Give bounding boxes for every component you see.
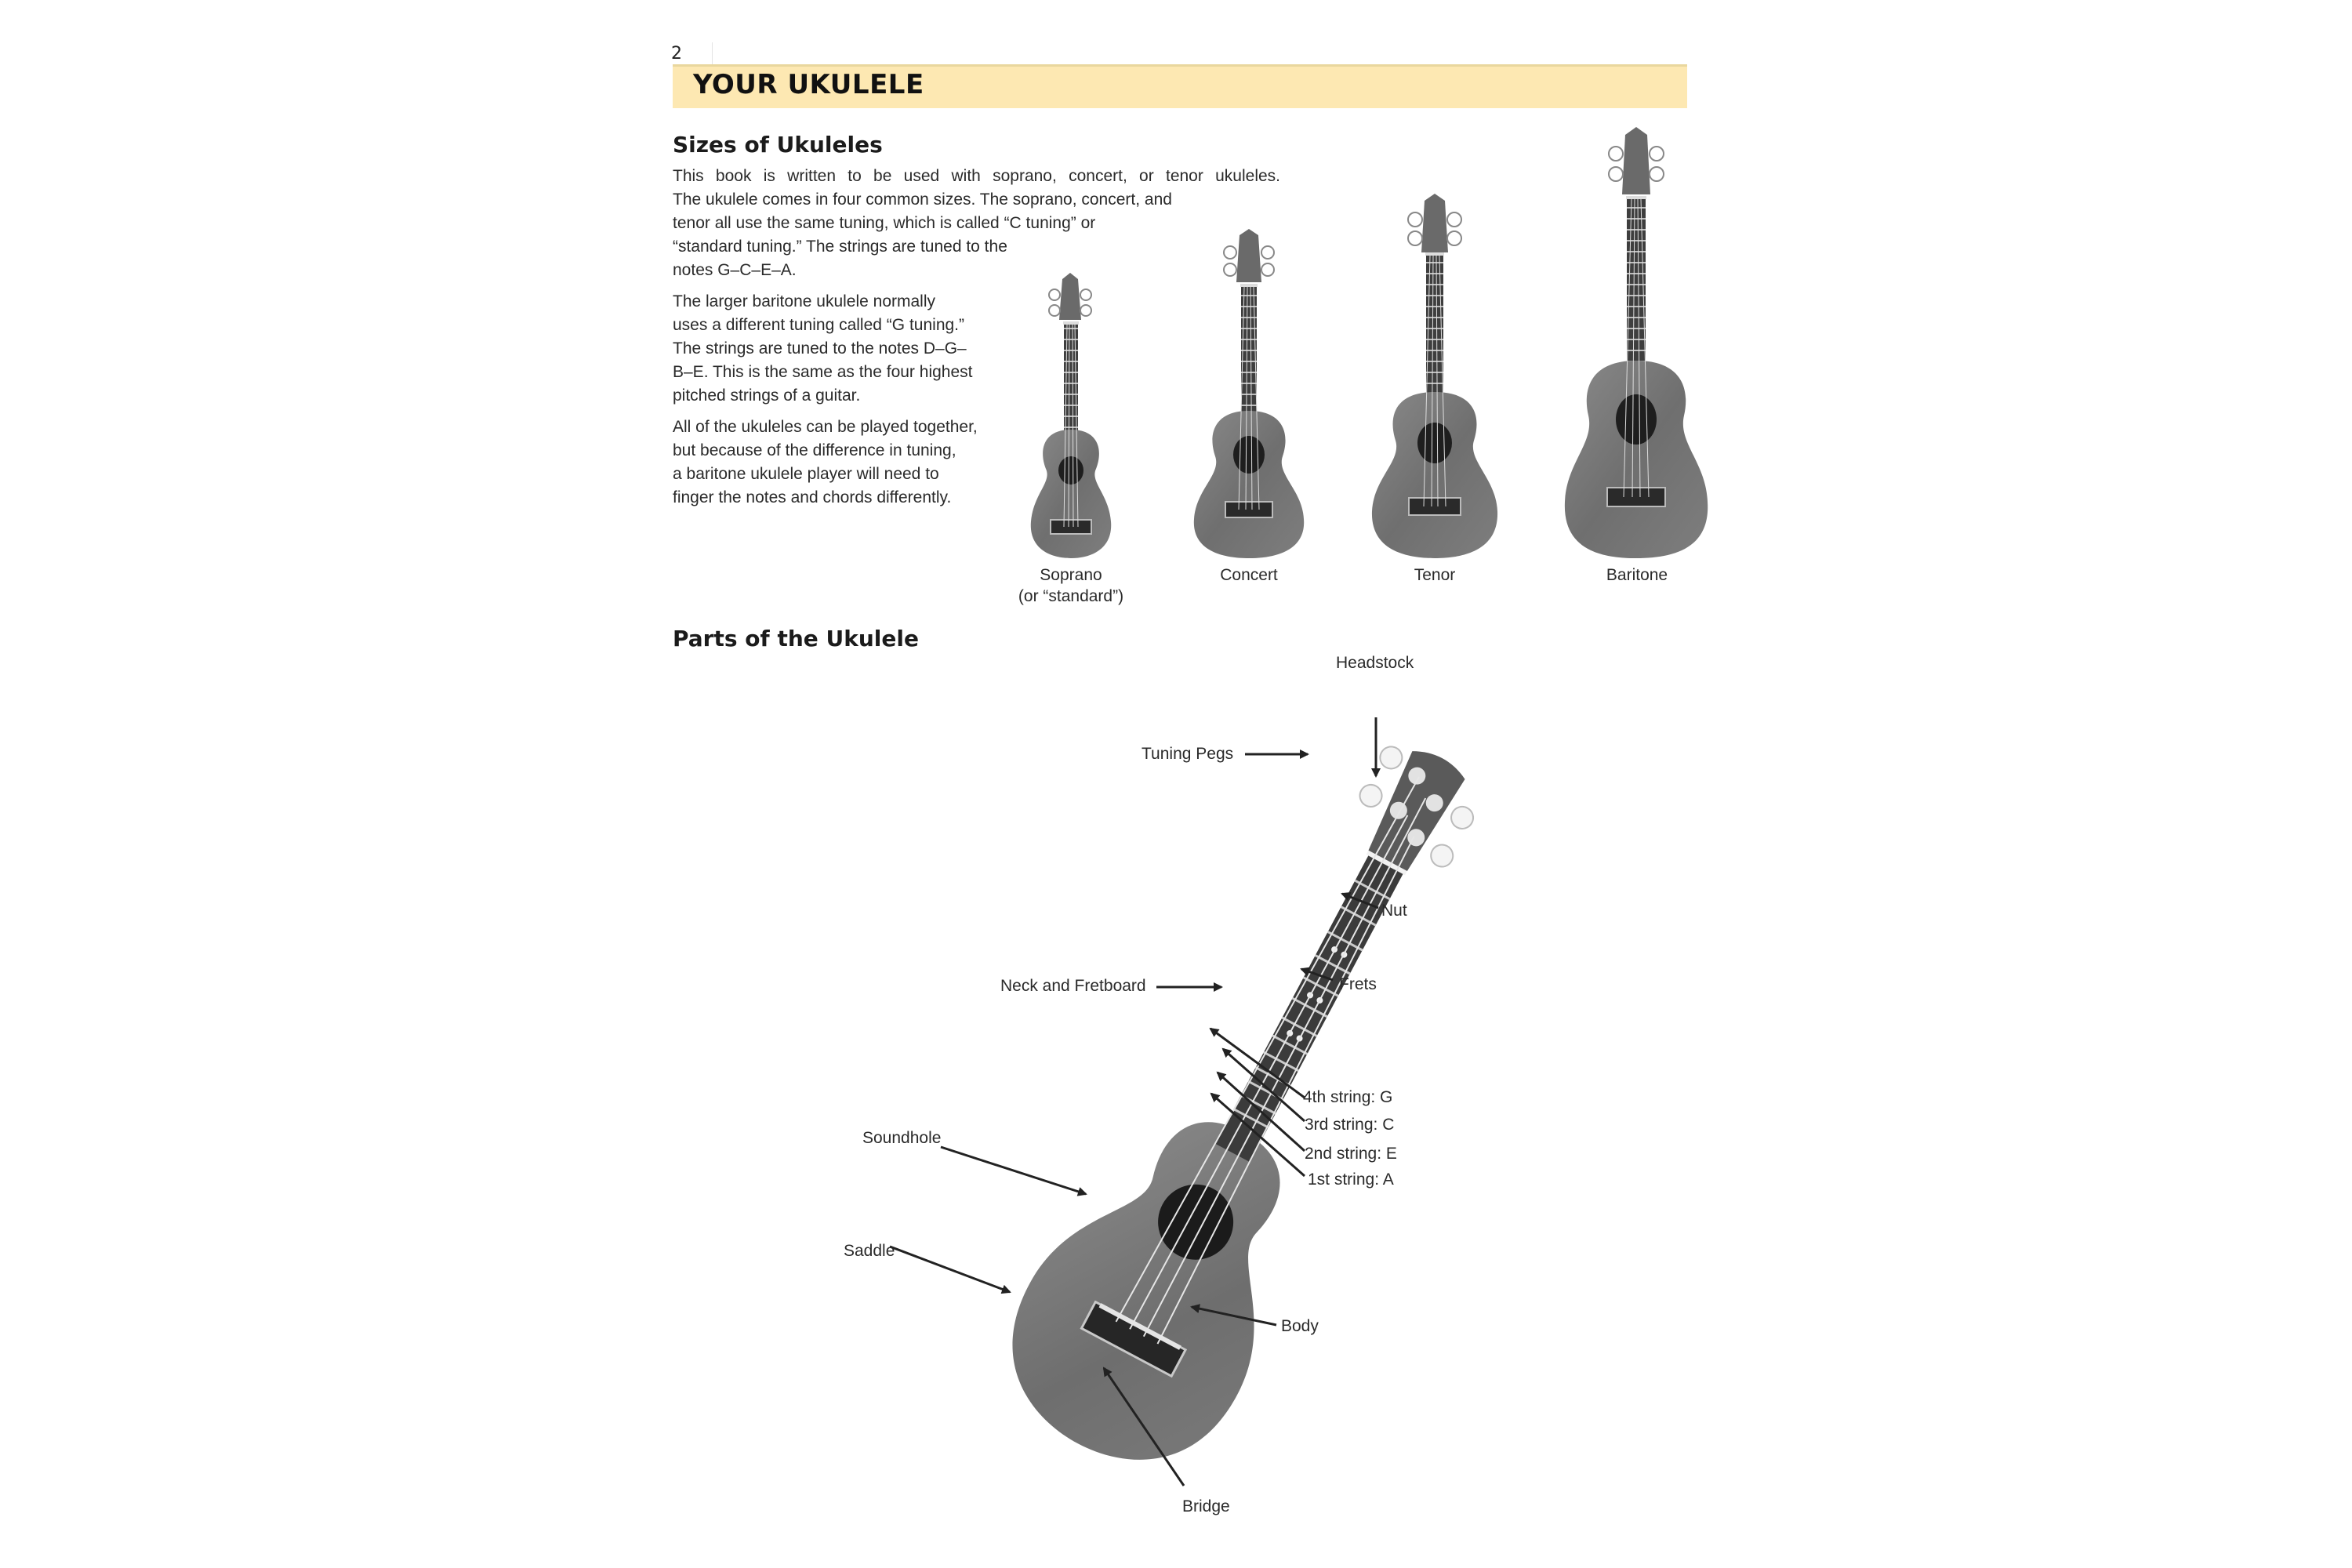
text-line: pitched strings of a guitar. [673, 387, 861, 405]
text-line: The ukulele comes in four common sizes. The soprano, concert, and [673, 191, 1172, 209]
label-bridge: Bridge [1182, 1497, 1230, 1515]
text-line: “standard tuning.” The strings are tuned to the [673, 238, 1007, 256]
label-tuning-pegs: Tuning Pegs [1142, 745, 1234, 763]
sizes-heading: Sizes of Ukuleles [673, 132, 883, 158]
text-line: All of the ukuleles can be played together, [673, 418, 978, 436]
text-line: finger the notes and chords differently. [673, 488, 952, 506]
text-line: tenor all use the same tuning, which is called “C tuning” or [673, 214, 1096, 232]
text-line: but because of the difference in tuning, [673, 441, 956, 459]
text-line: a baritone ukulele player will need to [673, 465, 939, 483]
page-number: 2 [671, 44, 682, 64]
chapter-title: YOUR UKULELE [693, 69, 924, 100]
label-string-3: 3rd string: C [1305, 1116, 1395, 1134]
text-line: B–E. This is the same as the four highest [673, 363, 973, 381]
ukulele-name: Baritone [1606, 566, 1668, 584]
label-saddle: Saddle [844, 1242, 895, 1260]
soundhole-arrow [941, 1147, 1086, 1194]
text-line: This book is written to be used with soprano, concert, or tenor ukuleles. [673, 167, 1280, 185]
ukulele-name: Tenor [1414, 566, 1456, 584]
text-line: The larger baritone ukulele normally [673, 292, 936, 310]
label-headstock: Headstock [1336, 654, 1414, 672]
label-string-4: 4th string: G [1303, 1088, 1393, 1106]
label-frets: Frets [1339, 975, 1377, 993]
ukulele-name: Soprano [1040, 566, 1102, 584]
label-nut: Nut [1381, 902, 1407, 920]
label-body: Body [1281, 1317, 1319, 1335]
label-string-1: 1st string: A [1308, 1171, 1394, 1189]
saddle-arrow [890, 1247, 1010, 1292]
text-line: notes G–C–E–A. [673, 261, 797, 279]
ukulele-subtitle: (or “standard”) [1018, 587, 1124, 605]
parts-heading: Parts of the Ukulele [673, 626, 919, 652]
diagram-ukulele-neck [1087, 731, 1492, 1359]
label-neck-fretboard: Neck and Fretboard [1000, 977, 1146, 995]
text-line: uses a different tuning called “G tuning.” [673, 316, 965, 334]
text-line: The strings are tuned to the notes D–G– [673, 339, 967, 358]
label-string-2: 2nd string: E [1305, 1145, 1397, 1163]
ukulele-name: Concert [1220, 566, 1278, 584]
label-soundhole: Soundhole [862, 1129, 942, 1147]
